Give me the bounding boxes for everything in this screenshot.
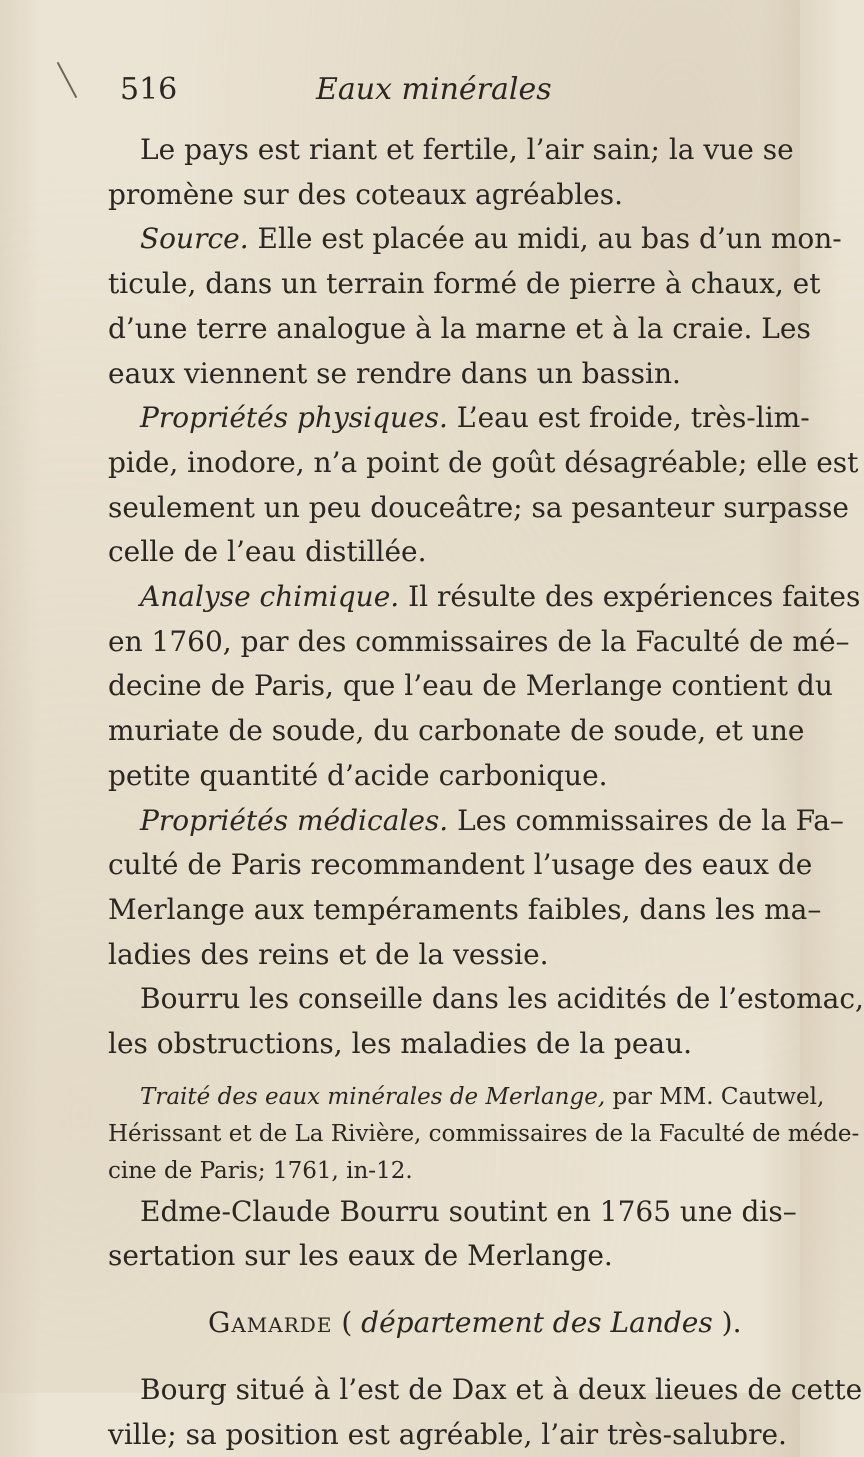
text-line: cine de Paris; 1761, in-12. <box>108 1157 413 1184</box>
text-run: L’eau est froide, très-lim- <box>447 401 810 435</box>
paragraph-medical-properties <box>108 799 844 978</box>
text-line: en 1760, par des commissaires de la Faculté de mé– <box>108 624 850 658</box>
paragraph-bourru <box>108 977 864 1066</box>
paragraph-gamarde <box>108 1368 863 1457</box>
paragraph-lead: Propriétés physiques. <box>140 401 448 435</box>
page-body <box>108 128 864 1457</box>
bibliography-note <box>108 1079 860 1190</box>
text-line: petite quantité d’acide carbonique. <box>108 758 608 792</box>
text-line: ticule, dans un terrain formé de pierre à chaux, et <box>108 267 821 301</box>
text-line: eaux viennent se rendre dans un bassin. <box>108 356 681 390</box>
text-line <box>108 396 810 441</box>
page-header <box>108 62 768 122</box>
spacer <box>108 1346 768 1368</box>
text-line: ladies des reins et de la vessie. <box>108 937 549 971</box>
paragraph-lead: Analyse chimique. <box>140 580 400 614</box>
paragraph-lead: Propriétés médicales. <box>140 803 449 837</box>
note-lead: Traité des eaux minérales de Merlange, <box>140 1083 606 1110</box>
paragraph-source <box>108 217 842 396</box>
text-line: muriate de soude, du carbonate de soude, et une <box>108 714 805 748</box>
paragraph-chemical-analysis <box>108 575 861 799</box>
text-line: Le pays est riant et fertile, l’air sain; la vue se <box>140 133 794 166</box>
text-line: Edme-Claude Bourru soutint en 1765 une dis– <box>140 1194 797 1228</box>
section-detail: département des Landes <box>361 1306 713 1340</box>
section-heading <box>108 1301 768 1346</box>
text-run: Elle est placée au midi, au bas d’un mon- <box>248 222 842 256</box>
running-title: Eaux minérales <box>316 72 552 107</box>
text-line <box>108 575 861 620</box>
text-line: Bourru les conseille dans les acidités de l’estomac, <box>140 982 864 1016</box>
text-line <box>108 799 844 844</box>
paragraph-intro <box>108 128 794 217</box>
text-run: par MM. Cautwel, <box>605 1083 825 1110</box>
spacer <box>108 1067 768 1079</box>
text-run: Il résulte des expériences faites <box>399 580 861 614</box>
text-run: Les commissaires de la Fa– <box>448 803 844 837</box>
paragraph-lead: Source. <box>140 222 249 256</box>
text-line: Merlange aux tempéraments faibles, dans les ma– <box>108 892 822 926</box>
text-line: pide, inodore, n’a point de goût désagréable; elle est <box>108 445 859 479</box>
text-line: seulement un peu douceâtre; sa pesanteur surpasse <box>108 490 849 524</box>
text-line <box>108 1079 825 1116</box>
section-paren-close: ). <box>712 1306 742 1340</box>
text-line: decine de Paris, que l’eau de Merlange contient du <box>108 669 833 703</box>
paragraph-bourru-dissertation <box>108 1190 797 1279</box>
text-line: Hérissant et de La Rivière, commissaires de la Faculté de méde- <box>108 1120 860 1147</box>
text-line: promène sur des coteaux agréables. <box>108 177 624 211</box>
text-line: les obstructions, les maladies de la peau. <box>108 1027 693 1061</box>
text-line: d’une terre analogue à la marne et à la craie. Les <box>108 311 811 345</box>
spacer <box>108 1279 768 1301</box>
text-line: culté de Paris recommandent l’usage des eaux de <box>108 848 813 882</box>
paragraph-physical-properties <box>108 396 859 575</box>
page-edge-mark <box>57 62 78 98</box>
text-line: celle de l’eau distillée. <box>108 535 427 569</box>
text-line: sertation sur les eaux de Merlange. <box>108 1239 613 1273</box>
section-name: Gamarde <box>208 1306 333 1340</box>
text-line <box>108 217 842 262</box>
text-line: Bourg situé à l’est de Dax et à deux lieues de cette <box>140 1372 863 1406</box>
section-paren-open: ( <box>332 1306 362 1340</box>
text-line: ville; sa position est agréable, l’air très-salubre. <box>108 1417 787 1451</box>
page-number: 516 <box>120 72 178 107</box>
